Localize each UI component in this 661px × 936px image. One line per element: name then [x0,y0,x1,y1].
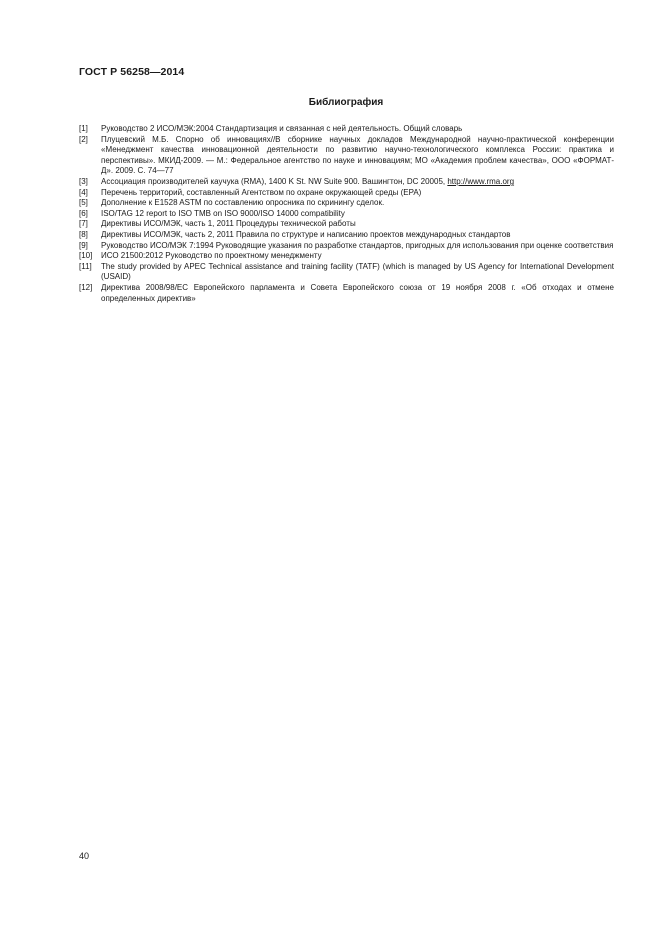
bibliography-item [79,209,614,220]
reference-text: Директива 2008/98/ЕС Европейского парламента и Совета Европейского союза от 19 ноября 2008 г. «Об отходах и отмене определенных директив» [101,282,614,303]
bibliography-list [79,124,614,304]
reference-number: [2] [79,134,88,144]
bibliography-item [79,251,614,262]
reference-number: [12] [79,282,93,292]
reference-text: The study provided by APEC Technical assistance and training facility (TATF) (which is managed by US Agency for International Development (USAID) [101,261,614,282]
bibliography-item [79,198,614,209]
reference-number: [8] [79,229,88,239]
reference-number: [7] [79,219,88,229]
bibliography-item [79,262,614,283]
reference-text: Ассоциация производителей каучука (RMA), 1400 K St. NW Suite 900. Вашингтон, DC 20005, [101,176,448,186]
bibliography-item [79,177,614,188]
reference-number: [9] [79,240,88,250]
reference-number: [3] [79,176,88,186]
bibliography-title: Библиография [308,97,384,108]
reference-text: Руководство 2 ИСО/МЭК:2004 Стандартизация и связанная с ней деятельность. Общий словарь [101,124,463,133]
bibliography-item [79,230,614,241]
reference-text: ISO/TAG 12 report to ISO TMB on ISO 9000/ISO 14000 compatibility [101,208,345,218]
reference-number: [5] [79,198,88,208]
reference-text-container [101,177,614,188]
page-number: 40 [79,851,90,861]
reference-text: ИСО 21500:2012 Руководство по проектному менеджменту [101,251,322,261]
reference-number: [11] [79,261,92,271]
reference-text: Перечень территорий, составленный Агентством по охране окружающей среды (EPA) [101,187,422,197]
reference-text: Дополнение к E1528 ASTM по составлению опросника по скринингу сделок. [101,198,385,208]
bibliography-item [79,135,614,177]
reference-number: [10] [79,251,93,261]
reference-text: Директивы ИСО/МЭК, часть 1, 2011 Процедуры технической работы [101,219,356,229]
bibliography-item [79,219,614,230]
reference-text: Плуцевский М.Б. Спорно об инновациях//В сборнике научных докладов Международной научно-практической конференции «Менеджмент качества инновационной деятельности по развитию научно-технологического комплекса России: практика и перспективы». МКИД-2009. — М.: Федеральное агентство по науке и инновациям; МО «Академия проблем качества», ООО «ФОРМАТ-Д». 2009. С. 74—77 [101,134,614,176]
bibliography-item [79,241,614,252]
reference-text: Директивы ИСО/МЭК, часть 2, 2011 Правила по структуре и написанию проектов международных стандартов [101,229,511,239]
reference-number: [6] [79,208,88,218]
reference-number: [1] [79,124,88,133]
reference-number: [4] [79,187,88,197]
bibliography-item [79,283,614,304]
document-header: ГОСТ Р 56258—2014 [79,66,185,78]
reference-text: Руководство ИСО/МЭК 7:1994 Руководящие указания по разработке стандартов, пригодных для использования при оценке соответствия [101,240,614,250]
reference-link[interactable]: http://www.rma.org [447,176,515,186]
bibliography-item [79,124,614,135]
bibliography-item [79,188,614,199]
